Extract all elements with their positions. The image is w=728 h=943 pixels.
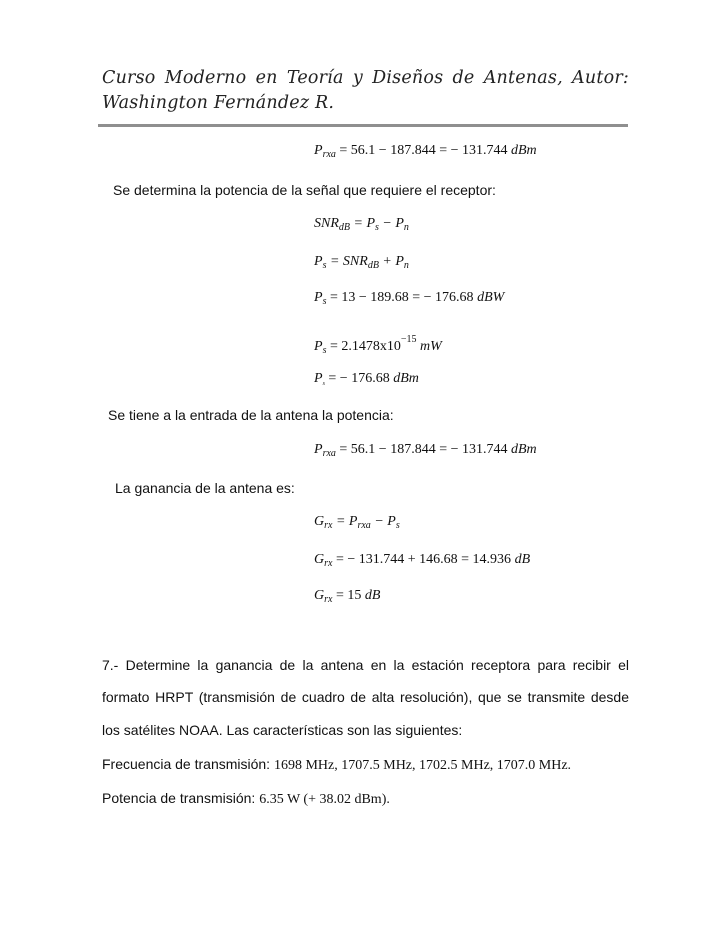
equation-grx-value: $G_{rx}$ = − 131.744 + 146.68 = 14.936 dB <box>314 552 531 569</box>
power-value: 6.35 W (+ 38.02 dBm). <box>259 792 390 807</box>
problem-line-2: formato HRPT (transmisión de cuadro de alta resolución), que se transmite desde <box>102 689 629 705</box>
header-rule <box>98 124 628 127</box>
text-ganancia-antena: La ganancia de la antena es: <box>115 480 295 496</box>
power-label: Potencia de transmisión: <box>102 790 260 806</box>
power-line <box>102 790 390 808</box>
page-header: Curso Moderno en Teoría y Diseños de Antenas, Autor: Washington Fernández R. <box>102 68 629 113</box>
equation-prxa-1: $P_{rxa} = 56.1 - 187.844$ = − 131.744 dBm <box>314 143 537 160</box>
equation-ps-snr: $P_s = SNR_{dB} + P_n$ <box>314 254 409 271</box>
equation-prxa-2: $P_{rxa} = 56.1 - 187.844$ = − 131.744 dBm <box>314 442 537 459</box>
equation-ps-dbw: $P_s = 13 - 189.68$ = − 176.68 dBW <box>314 290 505 307</box>
frequency-label: Frecuencia de transmisión: <box>102 756 274 772</box>
equation-grx: $G_{rx} = P_{rxa} - P_s$ <box>314 514 400 531</box>
equation-snr: $SNR_{dB} = P_s - P_n$ <box>314 216 409 233</box>
frequency-values: 1698 MHz, 1707.5 MHz, 1702.5 MHz, 1707.0 MHz. <box>273 758 572 773</box>
equation-ps-dbm: $P_s$ = − 176.68 dBm <box>314 371 419 387</box>
equation-ps-mw: $P_s = 2.1478x10^{-15}$ mW <box>314 334 442 356</box>
text-entrada-antena: Se tiene a la entrada de la antena la potencia: <box>108 407 394 423</box>
equation-grx-rounded: $G_{rx} = 15$ dB <box>314 588 381 605</box>
problem-line-3: los satélites NOAA. Las características son las siguientes: <box>102 722 463 738</box>
problem-line-1: 7.- Determine la ganancia de la antena en la estación receptora para recibir el <box>102 657 629 673</box>
frequency-line <box>102 756 571 774</box>
text-potencia-receptor: Se determina la potencia de la señal que requiere el receptor: <box>113 182 496 198</box>
